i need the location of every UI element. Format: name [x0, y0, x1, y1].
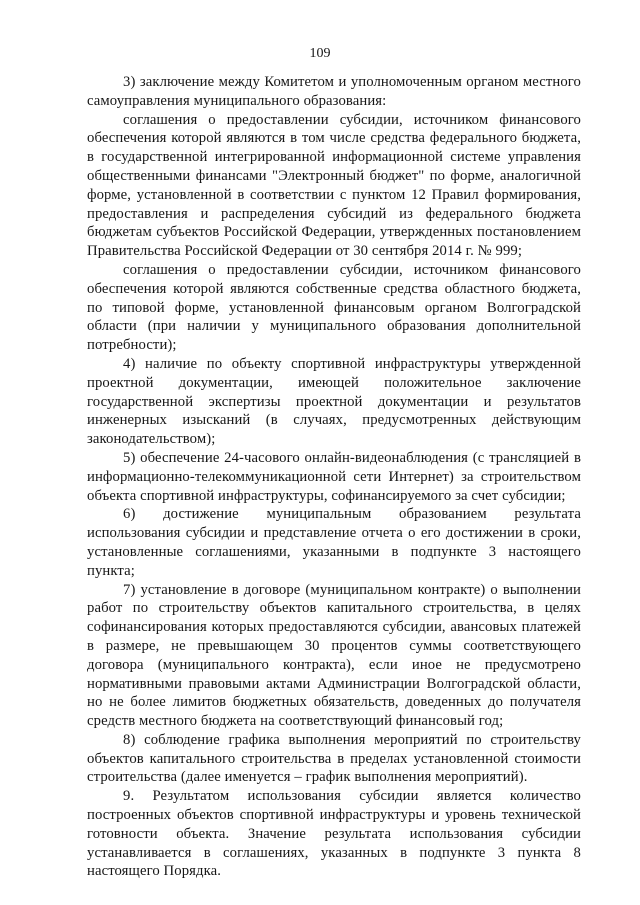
paragraph-item-8-schedule: 8) соблюдение графика выполнения мероприятий по строительству объектов капитального строительства в пределах установленной стоимости строительства (далее именуется – график выполнения мероприятий).	[87, 731, 581, 786]
page-number: 109	[309, 46, 331, 61]
paragraph-item-9-result: 9. Результатом использования субсидии является количество построенных объектов спортивной инфраструктуры и уровень технической готовности объекта. Значение результата использования субсидии устанавливается в соглашениях, указанных в подпункте 3 пункта 8 настоящего Порядка.	[87, 788, 581, 880]
paragraph-item-7-advance-payments: 7) установление в договоре (муниципальном контракте) о выполнении работ по строительству объектов капитального строительства, в целях софинансирования которых предоставляются субсидии, авансовых платежей в размере, не превышающем 30 процентов суммы соответствующего договора (муниципального контракта), если иное не предусмотрено нормативными правовыми актами Администрации Волгоградской области, но не более лимитов бюджетных обязательств, доведенных до получателя средств местного бюджета на соответствующий финансовый год;	[87, 581, 581, 730]
paragraph-item-5-video-monitoring: 5) обеспечение 24-часового онлайн-видеонаблюдения (с трансляцией в информационно-телекоммуникационной сети Интернет) за строительством объекта спортивной инфраструктуры, софинансируемого за счет субсидии;	[87, 449, 581, 504]
paragraph-item-6-result-report: 6) достижение муниципальным образованием результата использования субсидии и представление отчета о его достижении в сроки, установленные соглашениями, указанными в подпункте 3 настоящего пункта;	[87, 506, 581, 579]
paragraph-regional-subsidy-agreement: соглашения о предоставлении субсидии, источником финансового обеспечения которой являются собственные средства областного бюджета, по типовой форме, установленной финансовым органом Волгоградской области (при наличии у муниципального образования дополнительной потребности);	[87, 261, 581, 354]
paragraph-item-4-project-documentation: 4) наличие по объекту спортивной инфраструктуры утвержденной проектной документации, имеющей положительное заключение государственной экспертизы проектной документации и результатов инженерных изысканий (в случаях, предусмотренных действующим законодательством);	[87, 355, 581, 448]
document-body	[87, 73, 581, 881]
paragraph-federal-subsidy-agreement: соглашения о предоставлении субсидии, источником финансового обеспечения которой являются в том числе средства федерального бюджета, в государственной интегрированной информационной системе управления общественными финансами "Электронный бюджет" по форме, аналогичной форме, установленной в соответствии с пунктом 12 Правил формирования, предоставления и распределения субсидий из федерального бюджета бюджетам субъектов Российской Федерации, утвержденных постановлением Правительства Российской Федерации от 30 сентября 2014 г. № 999;	[87, 111, 581, 260]
paragraph-item-3-agreement: 3) заключение между Комитетом и уполномоченным органом местного самоуправления муниципального образования:	[87, 74, 581, 109]
